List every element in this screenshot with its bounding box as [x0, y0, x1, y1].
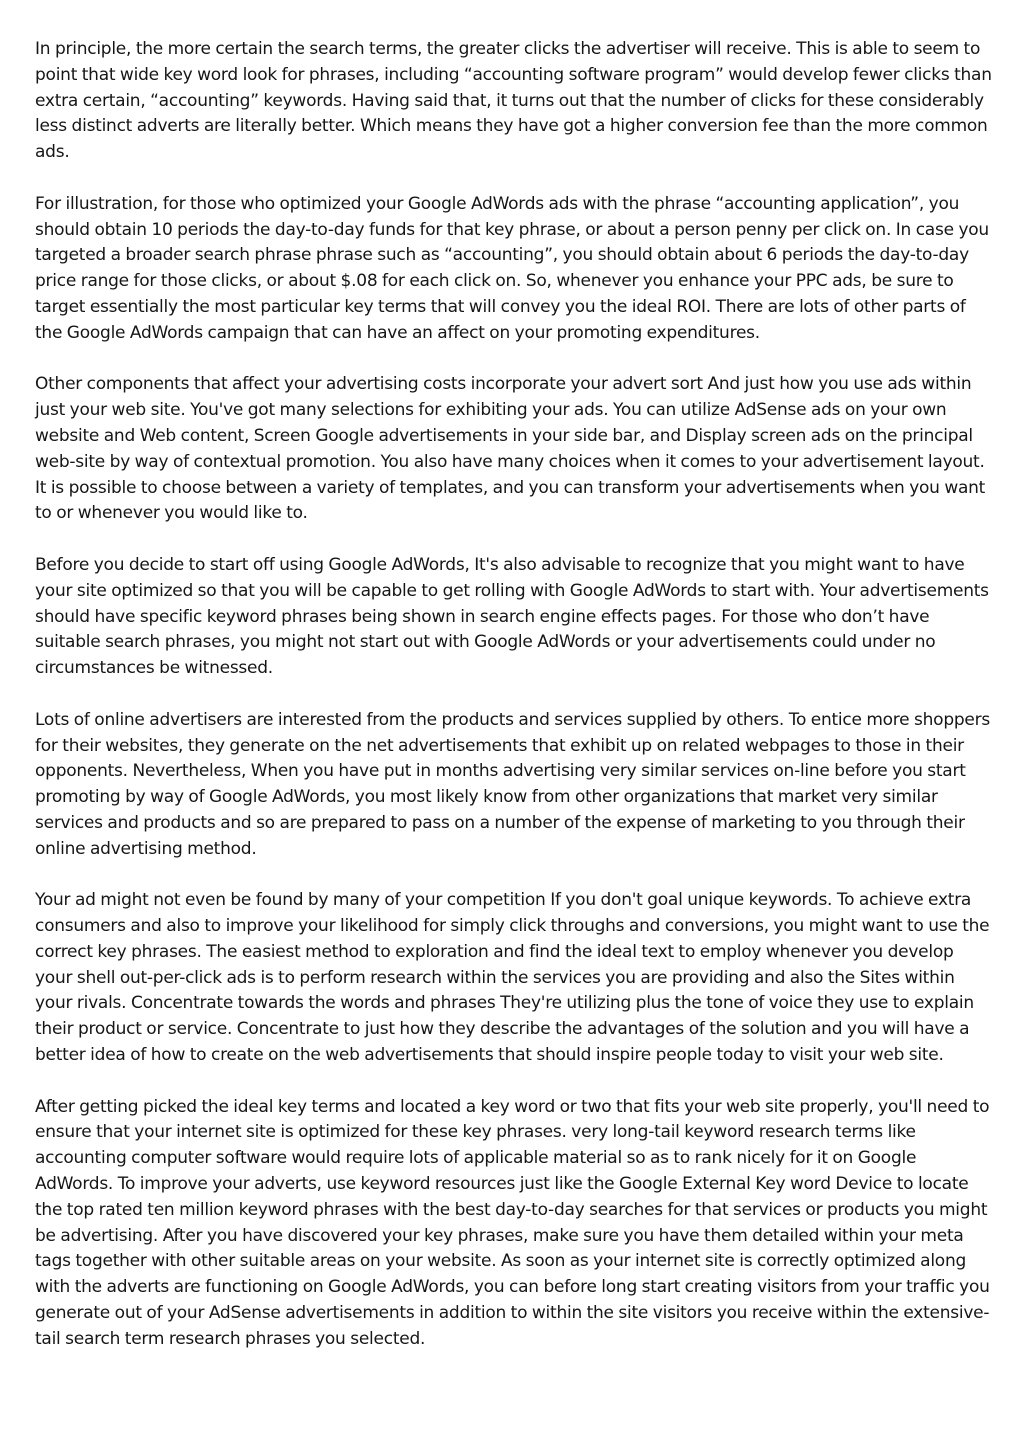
- paragraph-2: For illustration, for those who optimized your Google AdWords ads with the phrase “accounting application”, you should obtain 10 periods the day-to-day funds for that key phrase, or about a person penny per click on. In case you targeted a broader search phrase phrase such as “accounting”, you should obtain about 6 periods the day-to-day price range for those clicks, or about $.08 for each click on. So, whenever you enhance your PPC ads, be sure to target essentially the most particular key terms that will convey you the ideal ROI. There are lots of other parts of the Google AdWords campaign that can have an affect on your promoting expenditures.: [35, 193, 989, 343]
- article-body: [35, 37, 993, 1353]
- paragraph-1: In principle, the more certain the search terms, the greater clicks the advertiser will receive. This is able to seem to point that wide key word look for phrases, including “accounting software program” would develop fewer clicks than extra certain, “accounting” keywords. Having said that, it turns out that the number of clicks for these considerably less distinct adverts are literally better. Which means they have got a higher conversion fee than the more common ads.: [35, 39, 992, 163]
- paragraph-6: Your ad might not even be found by many of your competition If you don't goal unique keywords. To achieve extra consumers and also to improve your likelihood for simply click throughs and conversions, you might want to use the correct key phrases. The easiest method to exploration and find the ideal text to employ whenever you develop your shell out-per-click ads is to perform research within the services you are providing and also the Sites within your rivals. Concentrate towards the words and phrases They're utilizing plus the tone of voice they use to explain their product or service. Concentrate to just how they describe the advantages of the solution and you will have a better idea of how to create on the web advertisements that should inspire people today to visit your web site.: [35, 890, 990, 1066]
- paragraph-4: Before you decide to start off using Google AdWords, It's also advisable to recognize that you might want to have your site optimized so that you will be capable to get rolling with Google AdWords to start with. Your advertisements should have specific keyword phrases being shown in search engine effects pages. For those who don’t have suitable search phrases, you might not start out with Google AdWords or your advertisements could under no circumstances be witnessed.: [35, 554, 989, 679]
- paragraph-7: After getting picked the ideal key terms and located a key word or two that fits your web site properly, you'll need to ensure that your internet site is optimized for these key phrases. very long-tail keyword research terms like accounting computer software would require lots of applicable material so as to rank nicely for it on Google AdWords. To improve your adverts, use keyword resources just like the Google External Key word Device to locate the top rated ten million keyword phrases with the best day-to-day searches for that services or products you might be advertising. After you have discovered your key phrases, make sure you have them detailed within your meta tags together with other suitable areas on your website. As soon as your internet site is correctly optimized along with the adverts are functioning on Google AdWords, you can before long start creating visitors from your traffic you generate out of your AdSense advertisements in addition to within the site visitors you receive within the extensive-tail search term research phrases you selected.: [35, 1096, 990, 1349]
- paragraph-3: Other components that affect your advertising costs incorporate your advert sort And just how you use ads within just your web site. You've got many selections for exhibiting your ads. You can utilize AdSense ads on your own website and Web content, Screen Google advertisements in your side bar, and Display screen ads on the principal web-site by way of contextual promotion. You also have many choices when it comes to your advertisement layout. It is possible to choose between a variety of templates, and you can transform your advertisements when you want to or whenever you would like to.: [35, 374, 986, 524]
- paragraph-5: Lots of online advertisers are interested from the products and services supplied by others. To entice more shoppers for their websites, they generate on the net advertisements that exhibit up on related webpages to those in their opponents. Nevertheless, When you have put in months advertising very similar services on-line before you start promoting by way of Google AdWords, you most likely know from other organizations that market very similar services and products and so are prepared to pass on a number of the expense of marketing to you through their online advertising method.: [35, 709, 990, 859]
